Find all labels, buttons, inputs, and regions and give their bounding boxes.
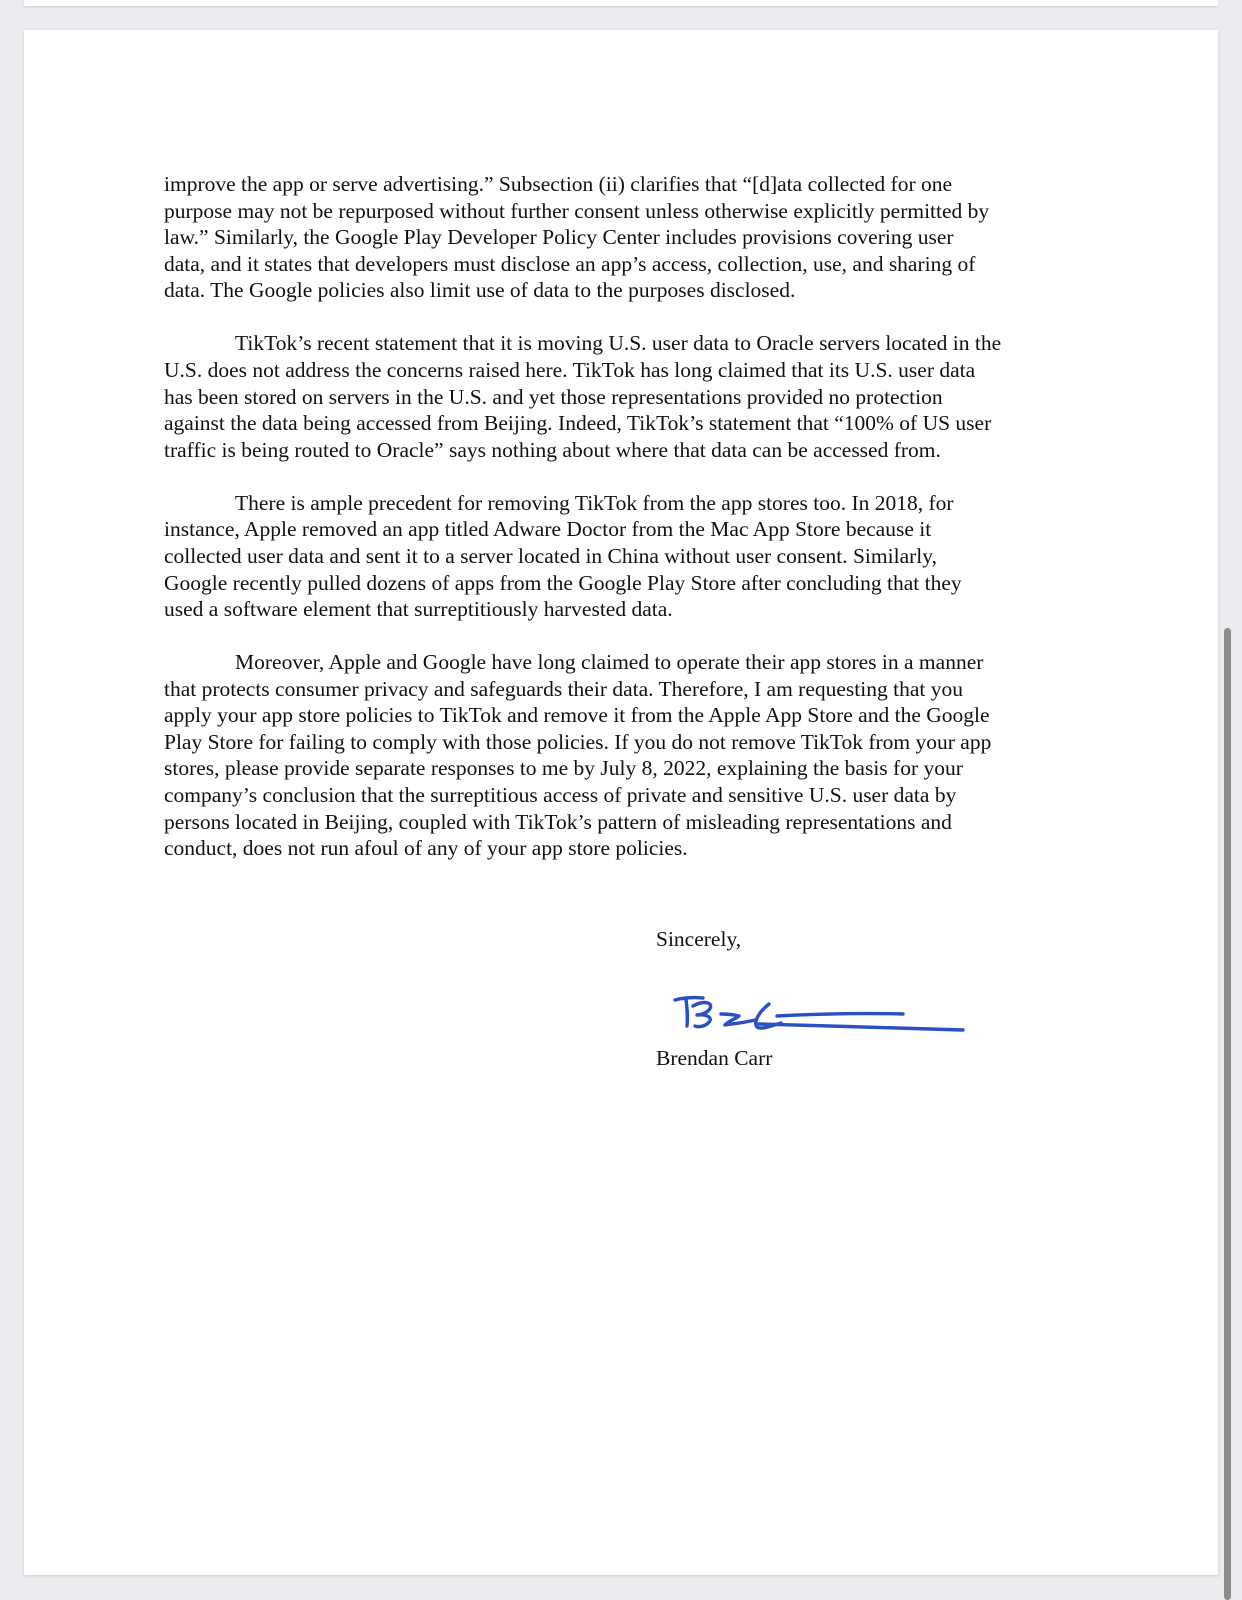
text-line: conduct, does not run afoul of any of your app store policies. (164, 836, 688, 861)
text-line: persons located in Beijing, coupled with TikTok’s pattern of misleading representations and (164, 809, 952, 834)
text-line: There is ample precedent for removing TikTok from the app stores too. In 2018, for (235, 490, 954, 515)
text-line: data. The Google policies also limit use of data to the purposes disclosed. (164, 278, 796, 303)
text-line: purpose may not be repurposed without further consent unless otherwise explicitly permitted by (164, 198, 990, 223)
paragraph-2 (164, 330, 1104, 463)
text-line: apply your app store policies to TikTok and remove it from the Apple App Store and the Google (164, 703, 990, 728)
text-line: U.S. does not address the concerns raised here. TikTok has long claimed that its U.S. user data (164, 357, 976, 382)
signature-strokes (675, 998, 963, 1030)
text-line: improve the app or serve advertising.” Subsection (ii) clarifies that “[d]ata collected for one (164, 172, 953, 196)
text-line: law.” Similarly, the Google Play Developer Policy Center includes provisions covering user (164, 225, 954, 250)
text-line: used a software element that surreptitiously harvested data. (164, 597, 673, 622)
previous-page-edge (24, 0, 1218, 6)
text-line: traffic is being routed to Oracle” says nothing about where that data can be accessed from. (164, 437, 941, 462)
document-page (24, 30, 1218, 1575)
closing-salutation: Sincerely, (656, 927, 742, 951)
text-line: company’s conclusion that the surreptitious access of private and sensitive U.S. user data by (164, 783, 957, 808)
signer-name: Brendan Carr (656, 1046, 773, 1070)
letter-body (164, 171, 1104, 888)
text-line: stores, please provide separate responses to me by July 8, 2022, explaining the basis for your (164, 756, 963, 781)
paragraph-3 (164, 490, 1104, 623)
text-line: instance, Apple removed an app titled Adware Doctor from the Mac App Store because it (164, 517, 932, 542)
text-line: collected user data and sent it to a server located in China without user consent. Similarly, (164, 543, 937, 568)
text-line: Google recently pulled dozens of apps from the Google Play Store after concluding that they (164, 570, 962, 595)
text-line: Play Store for failing to comply with those policies. If you do not remove TikTok from your app (164, 729, 992, 754)
text-line: data, and it states that developers must disclose an app’s access, collection, use, and sharing of (164, 251, 976, 276)
handwritten-signature (653, 970, 983, 1050)
paragraph-4 (164, 649, 1104, 862)
text-line: TikTok’s recent statement that it is moving U.S. user data to Oracle servers located in the (235, 331, 1002, 356)
text-line: against the data being accessed from Beijing. Indeed, TikTok’s statement that “100% of US user (164, 411, 992, 436)
text-line: that protects consumer privacy and safeguards their data. Therefore, I am requesting that you (164, 676, 963, 701)
text-line: Moreover, Apple and Google have long claimed to operate their app stores in a manner (235, 650, 984, 675)
text-line: has been stored on servers in the U.S. and yet those representations provided no protection (164, 384, 943, 409)
paragraph-1 (164, 171, 1104, 304)
scrollbar-thumb[interactable] (1224, 628, 1231, 1600)
